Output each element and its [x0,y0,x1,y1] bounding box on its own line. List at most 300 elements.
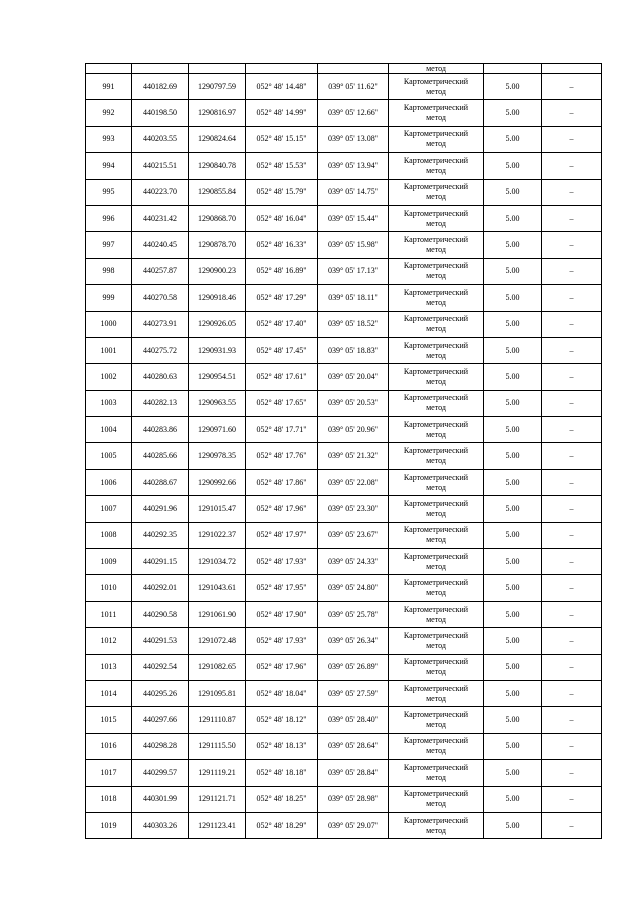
method-line-1: Картометрический [403,498,469,508]
method-line-2: метод [426,588,446,598]
cell-y-coordinate: 1290963.55 [189,390,246,416]
cell-method [389,153,484,179]
cell-accuracy: 5.00 [484,469,542,495]
cell-longitude: 039° 05' 11.62" [318,74,389,100]
method-line-2: метод [426,825,446,835]
cell-x-coordinate: 440280.63 [132,364,189,390]
cell-description: – [542,760,602,786]
cell-description: – [542,100,602,126]
cell-point-number: 1013 [86,654,132,680]
cell-point-number: 1016 [86,733,132,759]
cell-point-number: 995 [86,179,132,205]
method-line-1: Картометрический [403,446,469,456]
cell-accuracy: 5.00 [484,417,542,443]
cell-latitude: 052° 48' 14.48" [246,74,318,100]
cell-longitude: 039° 05' 28.64" [318,733,389,759]
method-line-1: Картометрический [403,762,469,772]
cell-latitude: 052° 48' 14.99" [246,100,318,126]
cell-accuracy: 5.00 [484,153,542,179]
cell-point-number: 1012 [86,628,132,654]
cell-latitude: 052° 48' 15.79" [246,179,318,205]
cell-x-coordinate: 440291.15 [132,549,189,575]
cell-latitude: 052° 48' 17.65" [246,390,318,416]
cell-x-coordinate: 440273.91 [132,311,189,337]
cell-method [389,126,484,152]
method-line-2: метод [426,614,446,624]
cell-method [389,285,484,311]
cell-x-coordinate: 440223.70 [132,179,189,205]
cell-latitude: 052° 48' 18.25" [246,786,318,812]
method-line-1: Картометрический [403,815,469,825]
cell-y-coordinate: 1291121.71 [189,786,246,812]
cell-y-coordinate: 1290931.93 [189,337,246,363]
cell-y-coordinate: 1291061.90 [189,601,246,627]
cell-longitude: 039° 05' 18.83" [318,337,389,363]
cell-method [389,786,484,812]
cell-accuracy: 5.00 [484,285,542,311]
method-line-1: Картометрический [403,604,469,614]
cell-latitude: 052° 48' 15.53" [246,153,318,179]
cell-accuracy: 5.00 [484,126,542,152]
cell-point-number: 1017 [86,760,132,786]
table-row [86,443,602,469]
cell-latitude: 052° 48' 18.12" [246,707,318,733]
table-row [86,337,602,363]
cell-description: – [542,522,602,548]
cell-longitude: 039° 05' 15.98" [318,232,389,258]
cell-accuracy: 5.00 [484,74,542,100]
cell-accuracy: 5.00 [484,628,542,654]
method-line-1: Картометрический [403,630,469,640]
cell-y-coordinate: 1290855.84 [189,179,246,205]
table-row [86,575,602,601]
cell-longitude: 039° 05' 13.08" [318,126,389,152]
method-line-1: Картометрический [403,683,469,693]
cell-x-coordinate: 440182.69 [132,74,189,100]
cell-y-coordinate: 1290926.05 [189,311,246,337]
table-row [86,680,602,706]
cell-accuracy: 5.00 [484,179,542,205]
cell-y-coordinate: 1290868.70 [189,205,246,231]
cell-accuracy: 5.00 [484,337,542,363]
cell-description: – [542,285,602,311]
table-row [86,654,602,680]
cell-point-number: 998 [86,258,132,284]
cell-latitude: 052° 48' 17.45" [246,337,318,363]
cell-latitude: 052° 48' 17.96" [246,496,318,522]
table-row [86,707,602,733]
cell-longitude: 039° 05' 28.84" [318,760,389,786]
method-line-1: Картометрический [403,103,469,113]
cell-description: – [542,680,602,706]
cell-y-coordinate: 1291072.48 [189,628,246,654]
cell-latitude: 052° 48' 17.97" [246,522,318,548]
cell-point-number: 994 [86,153,132,179]
method-line-1: Картометрический [403,393,469,403]
cell-longitude: 039° 05' 18.11" [318,285,389,311]
cell-y-coordinate: 1291022.37 [189,522,246,548]
cell-latitude: 052° 48' 17.86" [246,469,318,495]
cell-latitude: 052° 48' 18.18" [246,760,318,786]
cell-longitude: 039° 05' 22.08" [318,469,389,495]
cell-accuracy: 5.00 [484,232,542,258]
cell-y-coordinate: 1291082.65 [189,654,246,680]
method-line-1: Картометрический [403,551,469,561]
cell-x-coordinate: 440257.87 [132,258,189,284]
cell-description: – [542,628,602,654]
cell-method [389,628,484,654]
method-line-2: метод [426,86,446,96]
cell-x-coordinate: 440282.13 [132,390,189,416]
method-line-2: метод [426,456,446,466]
cell-x-coordinate: 440291.53 [132,628,189,654]
cell-method [389,549,484,575]
cell-description: – [542,337,602,363]
cell-latitude: 052° 48' 17.93" [246,628,318,654]
cell-y-coordinate: 1290971.60 [189,417,246,443]
table-row [86,601,602,627]
method-line-2: метод [426,271,446,281]
table-row [86,786,602,812]
cell-accuracy: 5.00 [484,258,542,284]
cell-accuracy: 5.00 [484,390,542,416]
cell-description: – [542,417,602,443]
table-row [86,126,602,152]
cell-x-coordinate: 440203.55 [132,126,189,152]
method-line-1: Картометрический [403,419,469,429]
method-line-2: метод [426,640,446,650]
cell-x-coordinate: 440299.57 [132,760,189,786]
cell-latitude: 052° 48' 17.71" [246,417,318,443]
cell-longitude: 039° 05' 27.59" [318,680,389,706]
cell-point-number: 1004 [86,417,132,443]
table-row [86,100,602,126]
cell-point-number: 996 [86,205,132,231]
cell-point-number: 1015 [86,707,132,733]
cell-accuracy: 5.00 [484,364,542,390]
cell-empty [542,64,602,74]
method-line-1: Картометрический [403,525,469,535]
table-row [86,364,602,390]
cell-empty [132,64,189,74]
method-line-1: Картометрический [403,472,469,482]
method-line-2: метод [426,350,446,360]
cell-description: – [542,812,602,838]
cell-y-coordinate: 1291095.81 [189,680,246,706]
method-line-1: Картометрический [403,208,469,218]
cell-method [389,680,484,706]
table-row [86,760,602,786]
method-line-2: метод [426,667,446,677]
cell-longitude: 039° 05' 12.66" [318,100,389,126]
cell-latitude: 052° 48' 17.76" [246,443,318,469]
method-line-1: Картометрический [403,366,469,376]
method-line-2: метод [426,535,446,545]
cell-description: – [542,707,602,733]
table-row [86,628,602,654]
cell-method [389,707,484,733]
cell-method [389,100,484,126]
cell-description: – [542,654,602,680]
cell-accuracy: 5.00 [484,680,542,706]
table-row [86,417,602,443]
cell-accuracy: 5.00 [484,100,542,126]
cell-method [389,654,484,680]
cell-point-number: 991 [86,74,132,100]
method-line-2: метод [426,376,446,386]
cell-description: – [542,496,602,522]
cell-accuracy: 5.00 [484,733,542,759]
cell-y-coordinate: 1290954.51 [189,364,246,390]
method-line-1: Картометрический [403,76,469,86]
cell-longitude: 039° 05' 21.32" [318,443,389,469]
cell-point-number: 992 [86,100,132,126]
cell-accuracy: 5.00 [484,205,542,231]
cell-point-number: 1000 [86,311,132,337]
cell-x-coordinate: 440295.26 [132,680,189,706]
cell-x-coordinate: 440231.42 [132,205,189,231]
method-line-2: метод [426,720,446,730]
method-line-2: метод [426,508,446,518]
method-line-1: Картометрический [403,710,469,720]
cell-longitude: 039° 05' 25.78" [318,601,389,627]
cell-method [389,390,484,416]
cell-method [389,417,484,443]
cell-longitude: 039° 05' 14.75" [318,179,389,205]
cell-y-coordinate: 1290900.23 [189,258,246,284]
cell-latitude: 052° 48' 18.13" [246,733,318,759]
cell-y-coordinate: 1290978.35 [189,443,246,469]
method-line-2: метод [426,297,446,307]
cell-method [389,812,484,838]
cell-method [389,469,484,495]
cell-accuracy: 5.00 [484,654,542,680]
cell-description: – [542,205,602,231]
cell-point-number: 1011 [86,601,132,627]
cell-description: – [542,153,602,179]
cell-method [389,443,484,469]
cell-point-number: 1003 [86,390,132,416]
cell-longitude: 039° 05' 26.89" [318,654,389,680]
method-line-1: Картометрический [403,340,469,350]
cell-description: – [542,786,602,812]
cell-longitude: 039° 05' 18.52" [318,311,389,337]
cell-point-number: 1009 [86,549,132,575]
cell-latitude: 052° 48' 18.29" [246,812,318,838]
cell-x-coordinate: 440270.58 [132,285,189,311]
cell-latitude: 052° 48' 17.40" [246,311,318,337]
cell-method [389,575,484,601]
cell-latitude: 052° 48' 17.61" [246,364,318,390]
method-line-1: Картометрический [403,736,469,746]
cell-method [389,364,484,390]
cell-y-coordinate: 1290797.59 [189,74,246,100]
cell-longitude: 039° 05' 13.94" [318,153,389,179]
cell-y-coordinate: 1290816.97 [189,100,246,126]
method-line-1: Картометрический [403,155,469,165]
cell-longitude: 039° 05' 20.04" [318,364,389,390]
cell-latitude: 052° 48' 18.04" [246,680,318,706]
cell-longitude: 039° 05' 26.34" [318,628,389,654]
cell-method [389,232,484,258]
cell-description: – [542,74,602,100]
table-row [86,522,602,548]
cell-latitude: 052° 48' 17.95" [246,575,318,601]
cell-point-number: 1008 [86,522,132,548]
table-row [86,469,602,495]
method-line-2: метод [426,693,446,703]
cell-accuracy: 5.00 [484,760,542,786]
cell-point-number: 1014 [86,680,132,706]
cell-longitude: 039° 05' 23.30" [318,496,389,522]
cell-longitude: 039° 05' 20.96" [318,417,389,443]
cell-accuracy: 5.00 [484,601,542,627]
cell-y-coordinate: 1290840.78 [189,153,246,179]
cell-x-coordinate: 440283.86 [132,417,189,443]
method-line-2: метод [426,772,446,782]
cell-description: – [542,601,602,627]
table-row [86,496,602,522]
cell-point-number: 1002 [86,364,132,390]
cell-method [389,311,484,337]
method-line-2: метод [426,245,446,255]
cell-longitude: 039° 05' 23.67" [318,522,389,548]
cell-point-number: 997 [86,232,132,258]
method-line-2: метод [426,561,446,571]
method-line-2: метод [426,113,446,123]
cell-longitude: 039° 05' 24.33" [318,549,389,575]
table-row-continued [86,64,602,74]
table-row [86,285,602,311]
cell-x-coordinate: 440292.01 [132,575,189,601]
table-row [86,390,602,416]
cell-description: – [542,232,602,258]
cell-method [389,733,484,759]
cell-method [389,179,484,205]
cell-x-coordinate: 440292.35 [132,522,189,548]
method-line-2: метод [426,324,446,334]
method-line-1: Картометрический [403,129,469,139]
cell-longitude: 039° 05' 15.44" [318,205,389,231]
cell-point-number: 1005 [86,443,132,469]
cell-point-number: 1007 [86,496,132,522]
cell-x-coordinate: 440297.66 [132,707,189,733]
method-line-2: метод [426,799,446,809]
cell-empty [86,64,132,74]
cell-y-coordinate: 1291015.47 [189,496,246,522]
cell-method [389,258,484,284]
method-line-2: метод [426,218,446,228]
method-line-2: метод [426,429,446,439]
table-row [86,311,602,337]
cell-description: – [542,311,602,337]
cell-point-number: 1019 [86,812,132,838]
cell-method: метод [389,64,484,74]
cell-point-number: 1010 [86,575,132,601]
method-line-1: Картометрический [403,578,469,588]
cell-method [389,337,484,363]
cell-x-coordinate: 440215.51 [132,153,189,179]
cell-accuracy: 5.00 [484,443,542,469]
cell-latitude: 052° 48' 17.29" [246,285,318,311]
cell-x-coordinate: 440288.67 [132,469,189,495]
method-line-1: Картометрический [403,182,469,192]
cell-latitude: 052° 48' 17.90" [246,601,318,627]
cell-longitude: 039° 05' 29.07" [318,812,389,838]
cell-longitude: 039° 05' 24.80" [318,575,389,601]
cell-latitude: 052° 48' 17.93" [246,549,318,575]
cell-point-number: 999 [86,285,132,311]
table-row [86,812,602,838]
cell-latitude: 052° 48' 17.96" [246,654,318,680]
cell-latitude: 052° 48' 16.33" [246,232,318,258]
cell-accuracy: 5.00 [484,707,542,733]
cell-x-coordinate: 440292.54 [132,654,189,680]
cell-description: – [542,364,602,390]
cell-accuracy: 5.00 [484,786,542,812]
cell-accuracy: 5.00 [484,549,542,575]
cell-method [389,601,484,627]
cell-latitude: 052° 48' 16.04" [246,205,318,231]
cell-x-coordinate: 440298.28 [132,733,189,759]
method-line-1: Картометрический [403,287,469,297]
cell-latitude: 052° 48' 15.15" [246,126,318,152]
table-row [86,733,602,759]
cell-empty [246,64,318,74]
cell-y-coordinate: 1290824.64 [189,126,246,152]
cell-method [389,74,484,100]
cell-description: – [542,549,602,575]
table-row [86,258,602,284]
method-line-2: метод [426,403,446,413]
cell-method [389,522,484,548]
table-row [86,232,602,258]
method-line-1: Картометрический [403,314,469,324]
cell-x-coordinate: 440285.66 [132,443,189,469]
table-row [86,153,602,179]
cell-latitude: 052° 48' 16.89" [246,258,318,284]
cell-description: – [542,126,602,152]
cell-method [389,205,484,231]
cell-x-coordinate: 440301.99 [132,786,189,812]
method-line-2: метод [426,746,446,756]
cell-y-coordinate: 1290878.70 [189,232,246,258]
table-row [86,179,602,205]
cell-x-coordinate: 440198.50 [132,100,189,126]
cell-accuracy: 5.00 [484,311,542,337]
method-line-2: метод [426,482,446,492]
method-line-1: Картометрический [403,261,469,271]
cell-empty [318,64,389,74]
cell-y-coordinate: 1291110.87 [189,707,246,733]
cell-x-coordinate: 440275.72 [132,337,189,363]
cell-x-coordinate: 440303.26 [132,812,189,838]
cell-y-coordinate: 1290992.66 [189,469,246,495]
cell-accuracy: 5.00 [484,522,542,548]
cell-point-number: 1006 [86,469,132,495]
cell-description: – [542,390,602,416]
table-row [86,549,602,575]
cell-empty [484,64,542,74]
cell-accuracy: 5.00 [484,575,542,601]
cell-longitude: 039° 05' 28.40" [318,707,389,733]
method-line-1: Картометрический [403,789,469,799]
cell-accuracy: 5.00 [484,496,542,522]
cell-point-number: 1001 [86,337,132,363]
cell-y-coordinate: 1291119.21 [189,760,246,786]
cell-x-coordinate: 440290.58 [132,601,189,627]
cell-y-coordinate: 1291043.61 [189,575,246,601]
